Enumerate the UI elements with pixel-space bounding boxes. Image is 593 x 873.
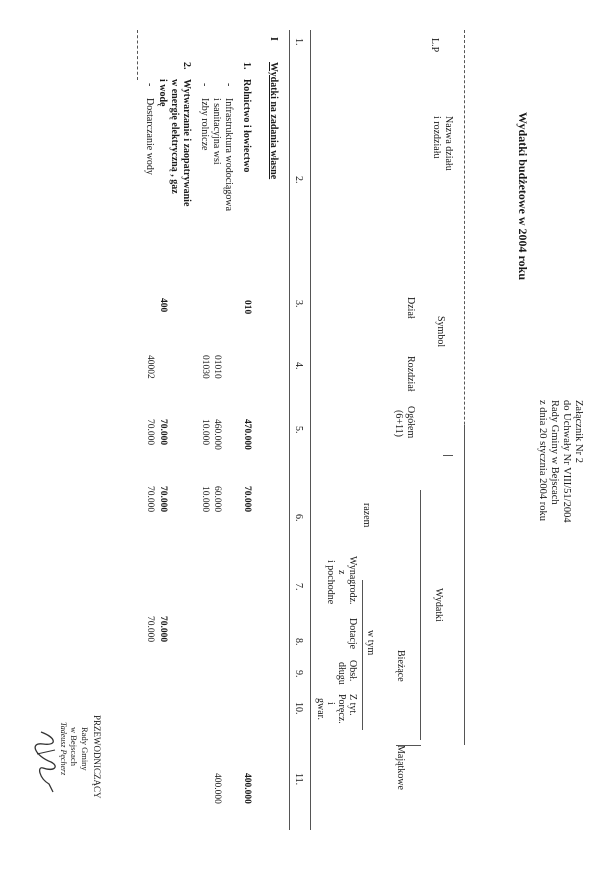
- header-dzial: Dział: [405, 297, 416, 319]
- header-symbol: Symbol: [435, 316, 446, 348]
- header-dlugu-1: Obsł.: [347, 660, 358, 682]
- row-5-dotacje: 70.000: [145, 616, 155, 643]
- row-3-name: Izby rolnicze: [199, 98, 210, 151]
- row-4-razem: 70.000: [158, 486, 168, 513]
- signature-line-3: w Bejscach: [69, 727, 79, 766]
- header-rule-wydatki: [464, 425, 465, 745]
- annex-line-2: do Uchwały Nr VIII/51/2004: [561, 400, 572, 523]
- col-num-3: 3.: [293, 300, 304, 308]
- row-3-ogolem: 10.000: [200, 419, 210, 446]
- col-num-8: 8.: [293, 638, 304, 646]
- row-1-name: Rolnictwo i łowiectwo: [241, 79, 252, 173]
- row-5-rozdzial: 40002: [145, 355, 155, 379]
- header-name-2: i rozdziału: [431, 116, 442, 159]
- header-lp: L.P: [429, 38, 440, 53]
- column-number-rule-top: [310, 30, 311, 830]
- page-title: Wydatki budżetowe w 2004 roku: [516, 112, 530, 281]
- row-2-ogolem: 460.000: [212, 419, 222, 450]
- row-2-rozdzial: 01010: [212, 355, 222, 379]
- col-num-11: 11.: [293, 773, 304, 786]
- header-dotacje: Dotacje: [347, 618, 358, 650]
- row-1-ogolem: 470.000: [242, 419, 252, 450]
- col-num-10: 10.: [293, 702, 304, 715]
- header-name-1: Nazwa działu: [443, 116, 454, 171]
- row-5-lp: -: [144, 83, 155, 87]
- col-num-6: 6.: [293, 514, 304, 522]
- annex-line-4: z dnia 20 stycznia 2004 roku: [537, 400, 548, 522]
- header-zabez-3: i: [325, 702, 336, 705]
- row-2-name: Infrastruktura wodociągowa: [223, 98, 234, 212]
- row-5-name: Dostarczanie wody: [144, 98, 155, 175]
- row-4-ogolem: 70.000: [158, 419, 168, 446]
- col-num-1: 1.: [293, 38, 304, 46]
- row-4-name: Wytwarzanie i zaopatrywanie: [181, 79, 192, 207]
- header-rule-wydatki-bottom: [420, 490, 421, 740]
- col-num-7: 7.: [293, 583, 304, 591]
- header-rozdzial: Rozdział: [405, 356, 416, 392]
- header-tick: [443, 455, 453, 456]
- row-4-dotacje: 70.000: [158, 616, 168, 643]
- row-2-majatkowe: 400.000: [212, 773, 222, 804]
- header-wynagrodz-1: Wynagrodz.: [347, 556, 358, 605]
- header-biezace: Bieżące: [395, 650, 406, 682]
- header-wydatki: Wydatki: [433, 588, 444, 622]
- row-1-dzial: 010: [242, 300, 252, 315]
- header-rule-majatkowe: [396, 745, 421, 746]
- handwritten-signature-icon: [33, 728, 61, 798]
- row-1-lp: 1.: [241, 62, 252, 70]
- row-5-razem: 70.000: [145, 486, 155, 513]
- col-num-9: 9.: [293, 670, 304, 678]
- section-label: Wydatki na zadania własne: [268, 62, 279, 180]
- header-wynagrodz-3: i pochodne: [325, 560, 336, 605]
- row-3-lp: -: [199, 83, 210, 87]
- header-zabez-2: Poręcz.: [336, 694, 347, 724]
- header-w-tym: w tym: [365, 630, 376, 656]
- signature-line-2: Rady Gminy: [80, 727, 90, 771]
- column-number-rule-bottom: [289, 30, 290, 830]
- signature-line-1: PRZEWODNICZĄCY: [92, 715, 102, 799]
- col-num-2: 2.: [293, 176, 304, 184]
- header-dlugu-2: długu: [336, 662, 347, 685]
- row-4-lp: 2.: [181, 62, 192, 70]
- signature-line-4: Tadeusz Pęcherz: [59, 722, 68, 776]
- header-rule-w-tym: [362, 580, 363, 730]
- row-4-dzial: 400: [158, 298, 168, 313]
- header-zabez-1: Z tyt.: [347, 694, 358, 716]
- annex-line-1: Załącznik Nr 2: [573, 400, 584, 463]
- header-ogolem-2: (6+11): [393, 410, 404, 437]
- row-2-razem: 60.000: [212, 486, 222, 513]
- row-2-name-2: i sanitacyjna wsi: [211, 98, 222, 165]
- row-3-razem: 10.000: [200, 486, 210, 513]
- row-4-name-3: i wodę: [157, 79, 168, 107]
- header-majatkowe: Majątkowe: [395, 745, 406, 790]
- section-number: I: [268, 37, 279, 41]
- row-5-ogolem: 70.000: [145, 419, 155, 446]
- row-1-majatkowe: 400.000: [242, 773, 252, 804]
- header-razem: razem: [361, 503, 372, 528]
- row-3-rozdzial: 01030: [200, 355, 210, 379]
- header-ogolem-1: Ogółem: [405, 406, 416, 439]
- annex-line-3: Rady Gminy w Bejscach: [549, 400, 560, 505]
- row-4-name-2: w energię elektryczną , gaz: [169, 79, 180, 194]
- row-2-lp: -: [223, 83, 234, 87]
- col-num-5: 5.: [293, 426, 304, 434]
- header-zabez-4: gwar.: [315, 698, 326, 720]
- table-rule-bottom: [137, 30, 138, 80]
- row-1-razem: 70.000: [242, 486, 252, 513]
- col-num-4: 4.: [293, 362, 304, 370]
- header-wynagrodz-2: z: [336, 570, 347, 575]
